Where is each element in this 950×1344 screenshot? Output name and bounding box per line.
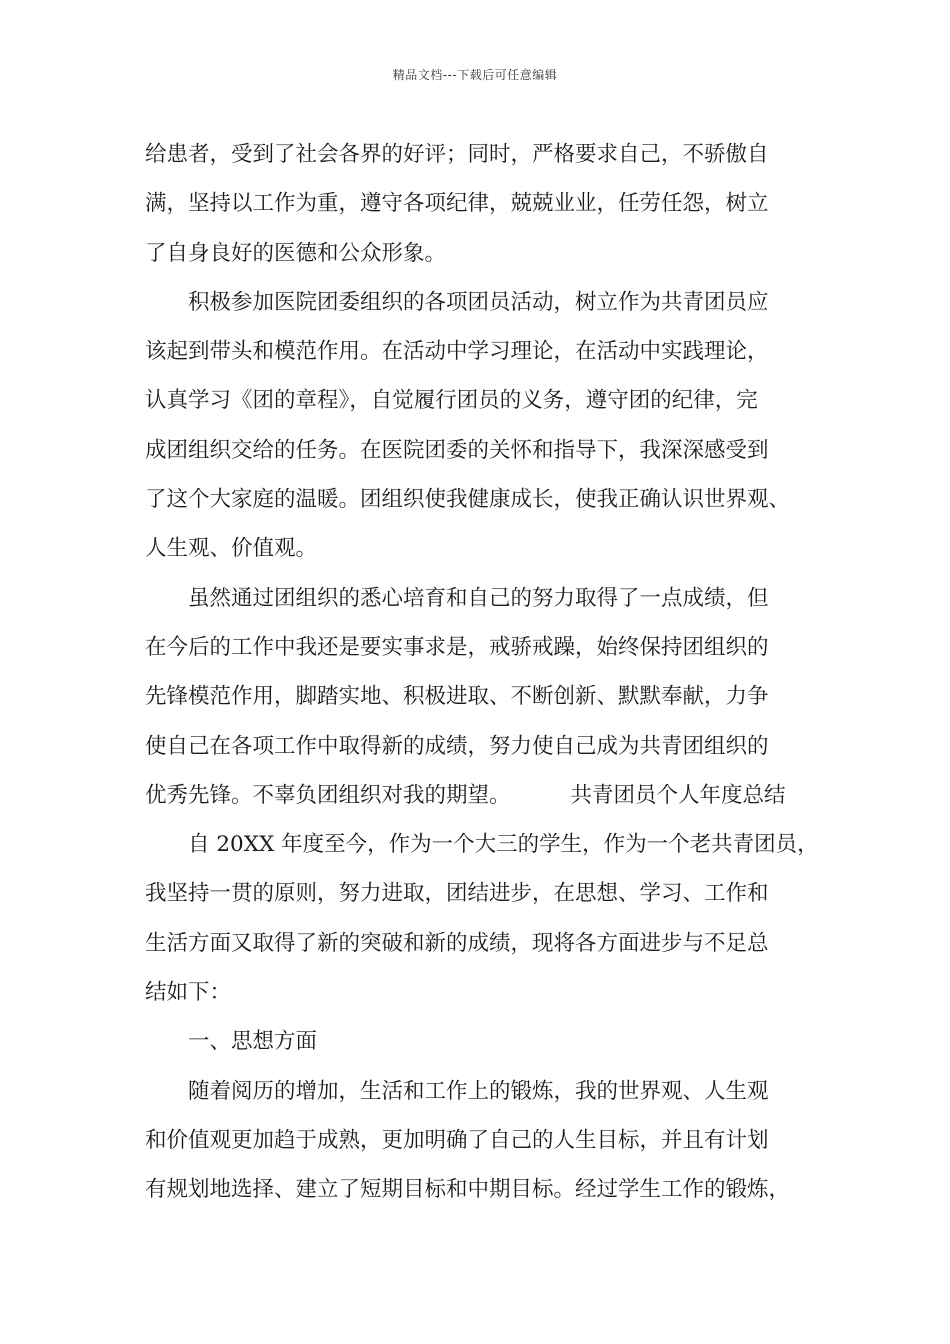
text-line — [145, 1017, 825, 1066]
text-line-content: 先锋模范作用，脚踏实地、积极进取、不断创新、默默奉献，力争 — [145, 684, 769, 710]
text-line — [145, 1116, 825, 1165]
text-line — [145, 672, 825, 721]
text-line-content: 人生观、价值观。 — [145, 536, 318, 562]
text-line-content: 成团组织交给的任务。在医院团委的关怀和指导下，我深深感受到 — [145, 437, 769, 463]
text-line — [145, 919, 825, 968]
text-line — [145, 968, 825, 1017]
text-line-content: 使自己在各项工作中取得新的成绩，努力使自己成为共青团组织的 — [145, 733, 769, 759]
text-line-content: 随着阅历的增加，生活和工作上的锻炼，我的世界观、人生观 — [188, 1078, 769, 1104]
text-line-content: 积极参加医院团委组织的各项团员活动，树立作为共青团员应 — [188, 289, 769, 315]
text-line — [145, 574, 825, 623]
text-line-content: 有规划地选择、建立了短期目标和中期目标。经过学生工作的锻炼， — [145, 1177, 791, 1203]
text-line — [145, 327, 825, 376]
document-body — [145, 130, 825, 1215]
text-line-content: 一、思想方面 — [188, 1029, 318, 1055]
text-line — [145, 771, 825, 820]
text-line — [145, 130, 825, 179]
text-line — [145, 179, 825, 228]
text-line-content: 该起到带头和模范作用。在活动中学习理论，在活动中实践理论， — [145, 339, 769, 365]
text-line — [145, 278, 825, 327]
text-line-content: 了这个大家庭的温暖。团组织使我健康成长，使我正确认识世界观、 — [145, 487, 791, 513]
section-title: 共青团员个人年度总结 — [570, 782, 786, 808]
text-line-content: 结如下： — [145, 980, 232, 1006]
text-line-content: 满，坚持以工作为重，遵守各项纪律，兢兢业业，任劳任怨，树立 — [145, 191, 769, 217]
text-line — [145, 1165, 825, 1214]
text-line-content: 了自身良好的医德和公众形象。 — [145, 240, 447, 266]
text-line — [145, 426, 825, 475]
text-line — [145, 623, 825, 672]
text-line — [145, 722, 825, 771]
text-line-content: 认真学习《团的章程》，自觉履行团员的义务，遵守团的纪律，完 — [145, 388, 758, 414]
page-header: 精品文档---下载后可任意编辑 — [392, 68, 558, 82]
text-line — [145, 820, 825, 869]
text-line-content: 生活方面又取得了新的突破和新的成绩，现将各方面进步与不足总 — [145, 930, 769, 956]
text-line — [145, 869, 825, 918]
text-line-content: 在今后的工作中我还是要实事求是，戒骄戒躁，始终保持团组织的 — [145, 634, 769, 660]
text-line-content: 我坚持一贯的原则，努力进取，团结进步，在思想、学习、工作和 — [145, 881, 769, 907]
text-line-content: 虽然通过团组织的悉心培育和自己的努力取得了一点成绩，但 — [188, 585, 769, 611]
text-line-content: 和价值观更加趋于成熟，更加明确了自己的人生目标，并且有计划 — [145, 1127, 769, 1153]
text-line — [145, 475, 825, 524]
text-line — [145, 376, 825, 425]
text-line-content: 自 20XX 年度至今，作为一个大三的学生，作为一个老共青团员， — [188, 832, 819, 858]
text-line-content: 优秀先锋。不辜负团组织对我的期望。 — [145, 782, 511, 808]
text-line — [145, 524, 825, 573]
text-line — [145, 229, 825, 278]
text-line — [145, 1067, 825, 1116]
text-line-content: 给患者，受到了社会各界的好评；同时，严格要求自己，不骄傲自 — [145, 142, 769, 167]
